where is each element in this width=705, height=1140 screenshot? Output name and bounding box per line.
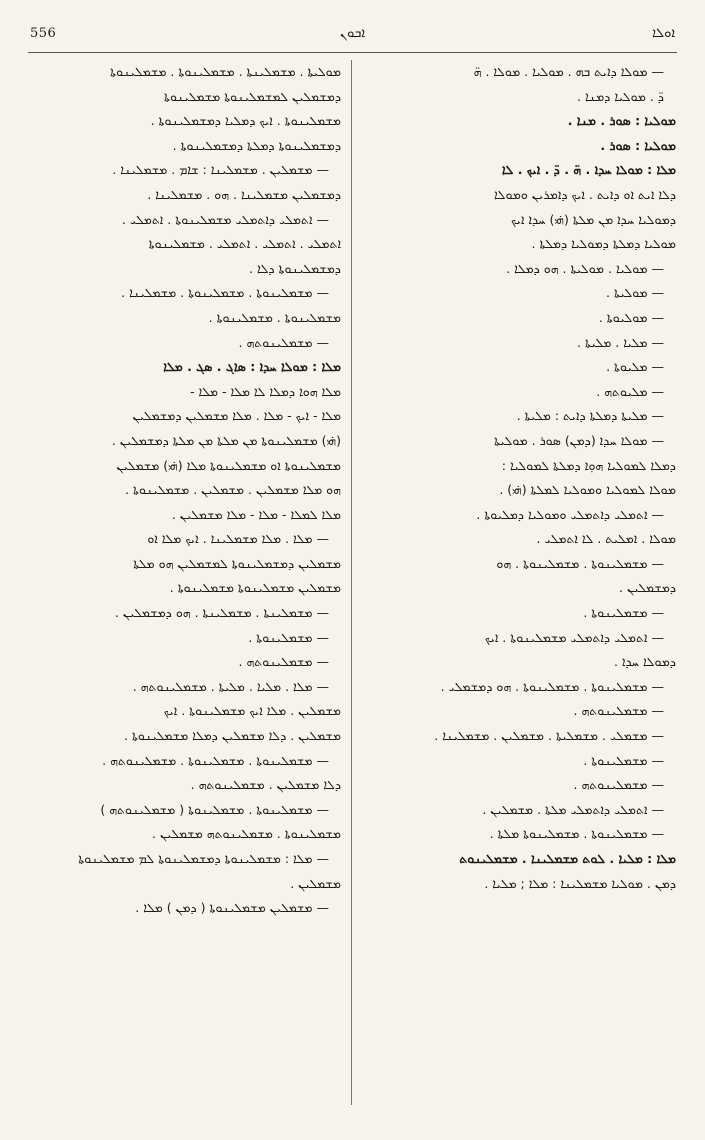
entry-text-line: ܡܫܡܠܝܢ . ܡܠܐ ܐܝܟ ܡܫܡܠܝܢܘܬܐ . ܐܝܟ bbox=[163, 703, 341, 719]
entry-text-line: ܡܠܐ ܗܘܐ ܕܡܠܐ ܠܐ ܡܠܐ - ܡܠܐ - bbox=[190, 383, 341, 399]
entry-subentry-line: — ܡܫܡܠܝܢܘܬܗ . bbox=[573, 777, 664, 793]
entry-text-line: ܡܘܠܝܐ ܕܡܠܬܐ ܕܡܘܠܝܐ ܕܡܠܬܐ . bbox=[531, 236, 676, 252]
entry-headword-line: ܡܠܐ : ܡܠܝܐ . ܠܘܬ ܡܫܡܠܝܢܐ . ܡܫܡܠܝܢܘܬ bbox=[459, 851, 676, 866]
entry-subentry-line: — ܡܫܡܠܝܢܘܬܗ . bbox=[238, 654, 329, 670]
entry-text-line: ܕܡܘܠܝܐ ܚܕܐ ܡܢ ܡܠܬܐ (ܗ̇ܝ) ܚܕܐ ܐܝܟ bbox=[511, 211, 676, 227]
entry-text-line: ܕܡܫܡܠܝܢ ܡܫܡܠܝܢܐ . ܗܘ . ܡܫܡܠܝܢܐ . bbox=[147, 186, 341, 202]
entry-headword-line: ܡܘܠܝܐ : ܣܘܪ . ܡܢܐ . bbox=[567, 113, 676, 129]
entry-subentry-line: — ܡܠܐ : ܡܫܡܠܝܢܘܬܐ ܕܡܫܡܠܝܢܘܬܐ ܠܡ ܡܫܡܠܝܢܘܬܐ bbox=[78, 851, 329, 866]
entry-subentry-line: — ܡܘܠܐ ܚܕܐ (ܕܡܢ) ܣܘܪ . ܡܘܠܝܬܐ bbox=[494, 432, 664, 448]
entry-subentry-line: — ܡܫܡܠܝܢܘܬܐ . bbox=[583, 752, 664, 768]
entry-text-line: ܡܘܠܐ ܠܡܘܠܝܐ ܘܡܘܠܝܐ ܠܡܠܬܐ (ܗ̇ܝ) . bbox=[499, 482, 676, 498]
entry-text-line: ܐܬܡܠܝ . ܐܬܡܠܝ . ܐܬܡܠܝ . ܡܫܡܠܝܢܘܬܐ bbox=[148, 236, 341, 252]
entry-subentry-line: — ܡܘܠܝܬܐ . bbox=[606, 285, 664, 301]
entry-text-line: ܕܡܘܠܐ ܚܕܐ . bbox=[614, 654, 676, 670]
entry-text-line: ܡܫܡܠܝܢܘܬܐ ܐܘ ܡܫܡܠܝܢܘܬܐ ܡܠܐ (ܗ̇ܝ) ܡܫܡܠܝܢ bbox=[116, 457, 341, 473]
header-rule bbox=[28, 52, 677, 53]
entry-text-line: ܕܡܢ . ܡܘܠܝܐ ܡܫܡܠܝܢܐ : ܡܠܐ ; ܡܠܝܐ . bbox=[484, 875, 676, 891]
entry-subentry-line: — ܡܫܡܠܝܢܘܬܗ . bbox=[573, 703, 664, 719]
entry-subentry-line: — ܡܫܡܠܝܢ . ܡܫܡܠܝܢܐ : ܫܐܡ . ܡܫܡܠܝܢܐ . bbox=[112, 162, 329, 178]
entry-subentry-line: — ܡܫܡܠܝܢܘܬܐ . ܡܫܡܠܝܢܘܬܐ . ܡܫܡܠܝܢܘܬܗ . bbox=[102, 752, 329, 768]
entry-text-line: (ܗ̇ܝ) ܡܫܡܠܝܢܘܬܐ ܡܢ ܡܠܬܐ ܡܢ ܡܠܬܐ ܕܡܫܡܠܝܢ . bbox=[111, 432, 341, 448]
entry-subentry-line: — ܡܠܝܘܬܐ . bbox=[606, 359, 664, 375]
entry-subentry-line: — ܡܘܠܐ ܕܐܝܬ ܒܗ . ܡܘܠܝܐ . ܡܘܠܐ . ܗ̈ bbox=[473, 64, 664, 79]
entry-subentry-line: — ܡܠܐ . ܡܠܐ ܡܫܡܠܝܢܐ . ܐܝܟ ܡܠܐ ܐܘ bbox=[147, 531, 329, 547]
entry-subentry-line: — ܡܫܡܠܝܢܘܬܐ . ܡܫܡܠܝܢܘܬܐ . ܡܫܡܠܝܢܐ . bbox=[121, 285, 329, 301]
entry-text-line: ܗܘ ܡܠܐ ܡܫܡܠܝܢ . ܡܫܡܠܝܢ . ܡܫܡܠܝܢܘܬܐ . bbox=[125, 482, 341, 498]
right-column bbox=[363, 60, 676, 896]
entry-text-line: ܡܫܡܠܝܢ . ܕܠܐ ܡܫܡܠܝܢ ܕܡܠܐ ܡܫܡܠܝܢܘܬܐ . bbox=[124, 728, 341, 744]
entry-subentry-line: — ܡܫܡܠܝܢܘܬܐ . bbox=[583, 605, 664, 621]
entry-text-line: ܡܘܠܝܬܐ . ܡܫܡܠܝܢܬܐ . ܡܫܡܠܝܢܘܬܐ . ܡܫܡܠܝܢܘܬܐ bbox=[110, 64, 341, 79]
entry-subentry-line: — ܐܬܡܠܝ ܕܐܬܡܠܝ ܘܡܘܠܝܐ ܕܡܠܝܘܬܐ . bbox=[476, 506, 664, 522]
entry-subentry-line: — ܡܫܡܠܝ . ܡܫܡܠܝܬܐ . ܡܫܡܠܝܢ . ܡܫܡܠܝܢܐ . bbox=[434, 728, 664, 744]
entry-subentry-line: — ܡܫܡܠܝܢܘܬܐ . ܡܫܡܠܝܢܘܬܐ . ܗܘ ܕܡܫܡܠܝ . bbox=[440, 678, 664, 694]
entry-headword-line: ܡܠܐ : ܡܘܠܐ ܚܕܐ : ܣܐܓ . ܣܓ . ܡܠܐ bbox=[163, 359, 341, 375]
entry-headword-line: ܡܘܠܝܐ : ܣܘܪ . bbox=[600, 137, 676, 153]
page-header bbox=[30, 26, 675, 48]
entry-text-line: ܕܡܫܡܠܝܢ . bbox=[619, 580, 676, 596]
entry-text-line: ܕܡܫܡܠܝܢܘܬܐ ܕܡܠܬܐ ܕܡܫܡܠܝܢܘܬܐ . bbox=[172, 137, 341, 153]
entry-subentry-line: — ܡܠܝܘܬܗ . bbox=[596, 383, 664, 399]
column-divider bbox=[351, 60, 352, 1105]
entry-text-line: ܡܫܡܠܝܢ . bbox=[290, 875, 341, 891]
entry-text-line: ܕܠܐ ܐܝܬ ܐܘ ܕܐܝܬ . ܐܝܟ ܕܐܡܪܝܢ ܘܡܘܠܐ bbox=[494, 186, 676, 202]
entry-text-line: ܡܫܡܠܝܢܘܬܐ . ܐܝܟ ܕܡܠܝܐ ܕܡܫܡܠܝܢܘܬܐ . bbox=[150, 113, 341, 129]
entry-text-line: ܕܡܫܡܠܝܢ ܠܡܫܡܠܝܢܘܬܐ ܡܫܡܠܝܢܘܬܐ bbox=[163, 88, 341, 104]
entry-subentry-line: ܕ̈ . ܡܘܠܝܐ ܕܡܢܐ . bbox=[577, 88, 664, 104]
entry-text-line: ܡܠܐ - ܐܝܟ - ܡܠܐ . ܡܠܐ ܡܫܡܠܝܢ ܕܡܫܡܠܝܢ bbox=[132, 408, 341, 424]
entry-subentry-line: — ܡܫܡܠܝܢܘܬܐ . ܡܫܡܠܝܢܘܬܐ ( ܡܫܡܠܝܢܘܬܗ ) bbox=[100, 801, 329, 817]
entry-text-line: ܡܫܡܠܝܢܘܬܐ . ܡܫܡܠܝܢܘܬܐ . bbox=[208, 309, 341, 325]
entry-text-line: ܡܫܡܠܝܢܘܬܐ . ܡܫܡܠܝܢܘܬܗ ܡܫܡܠܝܢ . bbox=[152, 826, 341, 842]
entry-text-line: ܡܠܐ ܠܡܠܐ - ܡܠܐ - ܡܠܐ ܡܫܡܠܝܢ . bbox=[171, 506, 341, 522]
entry-subentry-line: — ܡܘܠܝܘܬܐ . bbox=[598, 309, 664, 325]
entry-text-line: ܡܫܡܠܝܢ ܡܫܡܠܝܢܘܬܐ ܡܫܡܠܝܢܘܬܐ . bbox=[169, 580, 341, 596]
running-head-right: ܐܘܠܐ bbox=[652, 26, 675, 41]
entry-text-line: ܕܡܫܡܠܝܢܘܬܐ ܕܠܐ . bbox=[249, 260, 341, 276]
left-column bbox=[28, 60, 341, 921]
entry-subentry-line: — ܡܠܝܬܐ ܕܡܠܬܐ ܕܐܝܬ : ܡܠܝܬܐ . bbox=[516, 408, 664, 424]
entry-subentry-line: — ܡܫܡܠܝܢ ܡܫܡܠܝܢܘܬܐ ( ܕܡܢ ) ܡܠܐ . bbox=[135, 900, 329, 916]
running-head: ܐܒܘܢ bbox=[340, 26, 365, 41]
entry-subentry-line: — ܡܘܠܝܐ . ܡܘܠܝܬܐ . ܗܘ ܕܡܠܐ . bbox=[506, 260, 664, 276]
entry-subentry-line: — ܡܠܐ . ܡܠܝܐ . ܡܠܝܬܐ . ܡܫܡܠܝܢܘܬܗ . bbox=[132, 678, 329, 694]
entry-headword-line: ܡܠܐ : ܡܘܠܐ ܚܕܐ . ܗ̈ . ܕ̈ . ܐܝܟ . ܠܐ bbox=[501, 162, 676, 178]
entry-subentry-line: — ܡܫܡܠܝܢܘܬܐ . ܡܫܡܠܝܢܘܬܐ ܡܠܬܐ . bbox=[489, 826, 664, 842]
entry-subentry-line: — ܡܫܡܠܝܢܘܬܗ . bbox=[238, 334, 329, 350]
entry-subentry-line: — ܡܫܡܠܝܢܘܬܐ . ܡܫܡܠܝܢܘܬܐ . ܗܘ bbox=[496, 555, 664, 571]
entry-text-line: ܕܠܐ ܡܫܡܠܝܢ . ܡܫܡܠܝܢܘܬܗ . bbox=[190, 777, 341, 793]
entry-subentry-line: — ܐܬܡܠܝ ܕܐܬܡܠܝ ܡܠܬܐ . ܡܫܡܠܝܢ . bbox=[482, 801, 664, 817]
entry-subentry-line: — ܐܬܡܠܝ ܕܐܬܡܠܝ ܡܫܡܠܝܢܘܬܐ . ܐܝܟ bbox=[484, 629, 664, 645]
page-number: 556 bbox=[30, 26, 57, 41]
entry-subentry-line: — ܡܠܝܐ . ܡܠܝܬܐ . bbox=[577, 334, 664, 350]
entry-text-line: ܡܘܠܐ . ܐܡܠܝܬ . ܠܐ ܐܬܡܠܝ . bbox=[536, 531, 676, 547]
entry-text-line: ܡܫܡܠܝܢ ܕܡܫܡܠܝܢܘܬܐ ܠܡܫܡܠܝܢ ܗܘ ܡܠܬܐ bbox=[133, 555, 341, 571]
entry-subentry-line: — ܐܬܡܠܝ ܕܐܬܡܠܝ ܡܫܡܠܝܢܘܬܐ . ܐܬܡܠܝ . bbox=[121, 211, 329, 227]
entry-subentry-line: — ܡܫܡܠܝܢܘܬܐ . bbox=[248, 629, 329, 645]
entry-subentry-line: — ܡܫܡܠܝܢܬܐ . ܡܫܡܠܝܢܬܐ . ܗܘ ܕܡܫܡܠܝܢ . bbox=[114, 605, 329, 621]
entry-text-line: ܕܡܠܐ ܠܡܘܠܝܐ ܗܘ̣ܐ ܕܡܠܬܐ ܠܡܘܠܝܐ : bbox=[501, 457, 676, 473]
